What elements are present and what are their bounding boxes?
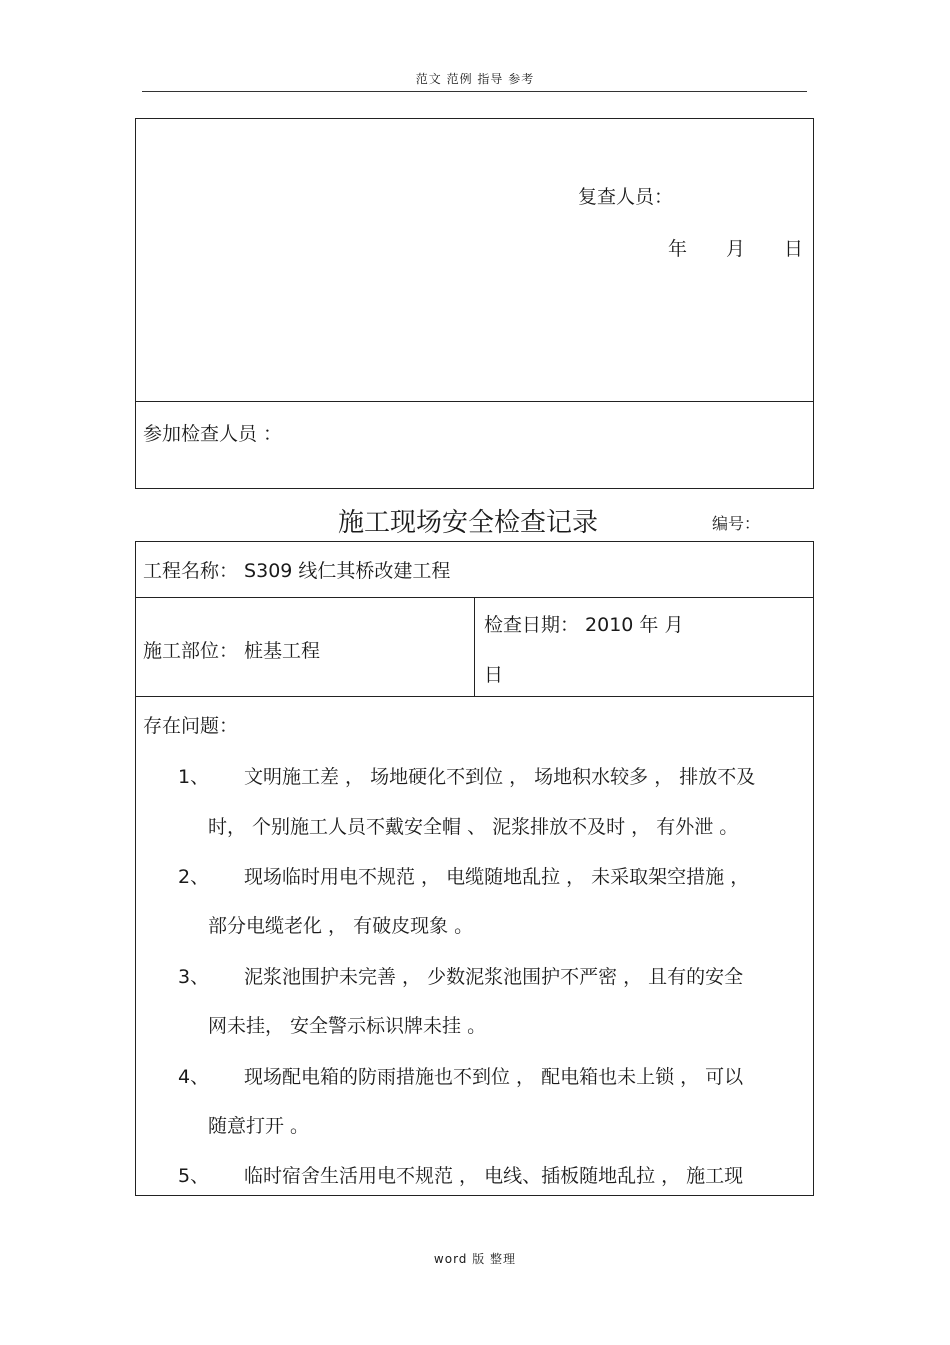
header-rule	[142, 91, 807, 92]
review-box-divider	[135, 401, 814, 402]
item-text: 随意打开 。	[208, 1115, 310, 1137]
participants-label: 参加检查人员 ：	[143, 423, 283, 445]
item-text: 现场临时用电不规范 ， 电缆随地乱拉 ， 未采取架空措施 ，	[244, 866, 750, 888]
item-number: 4、	[178, 1066, 210, 1088]
table-column-divider	[474, 597, 475, 696]
page-footer: word 版 整理	[433, 1252, 517, 1266]
check-date: 检查日期： 2010 年 月	[484, 614, 684, 636]
record-number-label: 编号：	[712, 514, 761, 533]
date-month: 月	[726, 238, 746, 260]
review-date	[668, 234, 842, 261]
item-text: 文明施工差 ， 场地硬化不到位 ， 场地积水较多 ， 排放不及	[244, 766, 756, 788]
item-text: 部分电缆老化 ， 有破皮现象 。	[208, 915, 474, 937]
item-text: 网未挂， 安全警示标识牌未挂 。	[208, 1015, 487, 1037]
item-text: 时， 个别施工人员不戴安全帽 、 泥浆排放不及时 ， 有外泄 。	[208, 816, 739, 838]
project-name: 工程名称： S309 线仁其桥改建工程	[143, 560, 451, 582]
date-year: 年	[668, 238, 688, 260]
item-number: 1、	[178, 766, 210, 788]
item-number: 5、	[178, 1165, 210, 1187]
item-number: 2、	[178, 866, 210, 888]
record-title: 施工现场安全检查记录	[338, 508, 599, 538]
page-header: 范文 范例 指导 参考	[415, 72, 535, 86]
item-text: 泥浆池围护未完善 ， 少数泥浆池围护不严密 ， 且有的安全	[244, 966, 744, 988]
item-text: 临时宿舍生活用电不规范 ， 电线、插板随地乱拉 ， 施工现	[244, 1165, 744, 1187]
date-day: 日	[784, 238, 804, 260]
construction-part: 施工部位： 桩基工程	[143, 640, 321, 662]
table-row-divider	[135, 696, 814, 697]
item-text: 现场配电箱的防雨措施也不到位 ， 配电箱也未上锁 ， 可以	[244, 1066, 744, 1088]
item-number: 3、	[178, 966, 210, 988]
check-date-day: 日	[484, 664, 504, 686]
problems-label: 存在问题：	[143, 715, 239, 737]
reviewer-label: 复查人员：	[578, 186, 674, 208]
